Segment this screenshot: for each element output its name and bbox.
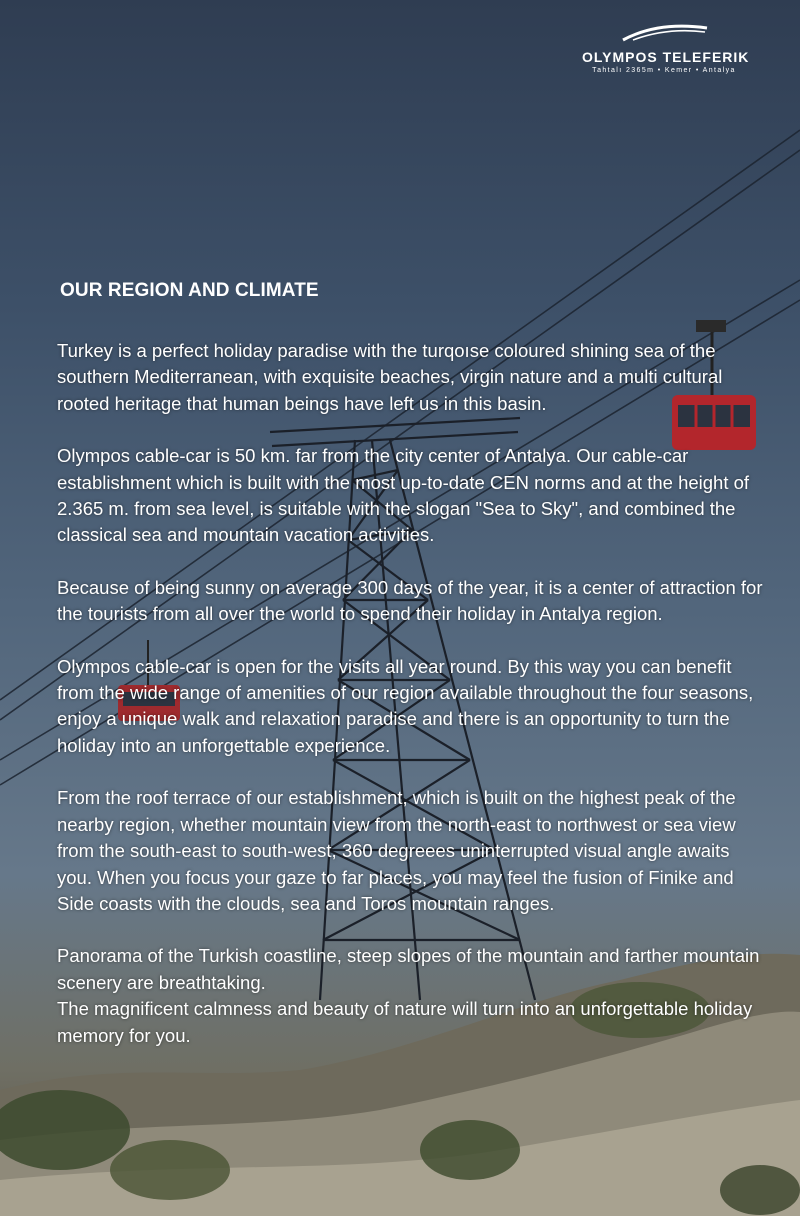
- paragraph-location: Olympos cable-car is 50 km. far from the city center of Antalya. Our cable-car establishment which is built with the most up-to-date CEN norms and at the height of 2.365 m. from sea level, is suitable with the slogan "Sea to Sky", and combined the classical sea and mountain vacation activities.: [57, 445, 750, 546]
- logo-tagline: Tahtalı 2365m • Kemer • Antalya: [592, 67, 736, 74]
- logo: [582, 22, 750, 74]
- logo-swoosh-icon: [619, 22, 709, 42]
- paragraph-climate: Because of being sunny on average 300 days of the year, it is a center of attraction for the tourists from all over the world to spend their holiday in Antalya region.: [57, 576, 763, 625]
- page-title: OUR REGION AND CLIMATE: [60, 280, 319, 301]
- paragraph-memory: The magnificent calmness and beauty of nature will turn into an unforgettable holiday memory for you.: [57, 998, 753, 1046]
- paragraph-terrace-view: From the roof terrace of our establishment, which is built on the highest peak of the nearby region, whether mountain view from the north-east to northwest or sea view from the south-east to south-west, 360 degreees uninterrupted visual angle awaits you. When you focus your gaze to far places, you may feel the fusion of Finike and Side coasts with the clouds, sea and Toros mountain ranges.: [57, 787, 736, 914]
- paragraph-panorama: Panorama of the Turkish coastline, steep slopes of the mountain and farther mountain scenery are breathtaking.: [57, 945, 760, 993]
- paragraph-intro: Turkey is a perfect holiday paradise with the turqoıse coloured shining sea of the southern Mediterranean, with exquisite beaches, virgin nature and a multi cultural rooted heritage that human beings have left us in this basin.: [57, 340, 723, 414]
- paragraph-seasons: Olympos cable-car is open for the visits all year round. By this way you can benefit from the wide range of amenities of our region available throughout the four seasons, enjoy a unique walk and relaxation paradise and there is an opportunity to turn the holiday into an unforgettable experience.: [57, 655, 754, 756]
- logo-brand: OLYMPOS TELEFERIK: [582, 49, 750, 65]
- article-body: [57, 338, 769, 1075]
